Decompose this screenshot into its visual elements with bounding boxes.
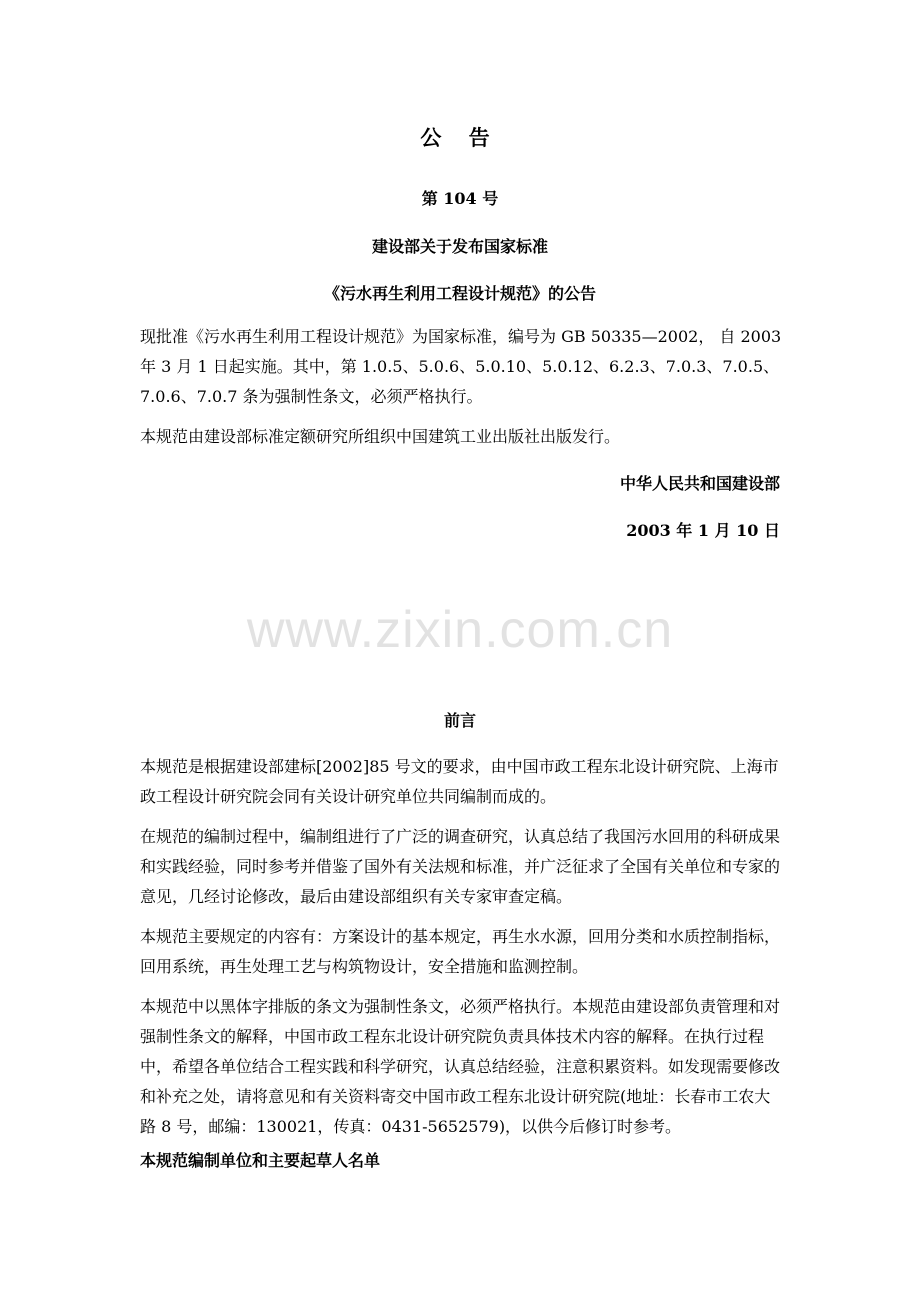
announcement-number: 第 104 号 (421, 189, 499, 208)
announcement-subtitle-line2: 《污水再生利用工程设计规范》的公告 (323, 284, 596, 303)
announcement-title: 公 告 (420, 125, 500, 150)
drafters-list-title: 本规范编制单位和主要起草人名单 (140, 1151, 381, 1170)
preface-paragraph-2: 在规范的编制过程中，编制组进行了广泛的调查研究，认真总结了我国污水回用的科研成果和实践经验，同时参考并借鉴了国外有关法规和标准，并广泛征求了全国有关单位和专家的意见，几经讨论修改，最后由建设部组织有关专家审查定稿。 (140, 827, 781, 906)
watermark: www.zixin.com.cn (246, 601, 674, 659)
preface-paragraph-3: 本规范主要规定的内容有：方案设计的基本规定，再生水水源，回用分类和水质控制指标，回用系统，再生处理工艺与构筑物设计，安全措施和监测控制。 (140, 927, 781, 976)
announcement-subtitle-line1: 建设部关于发布国家标准 (371, 237, 548, 256)
issuer-signature: 中华人民共和国建设部 (619, 474, 780, 493)
announcement-paragraph-2: 本规范由建设部标准定额研究所组织中国建筑工业出版社出版发行。 (140, 427, 621, 446)
issue-date: 2003 年 1 月 10 日 (626, 521, 780, 540)
preface-title: 前言 (443, 711, 476, 730)
preface-paragraph-1: 本规范是根据建设部建标[2002]85 号文的要求，由中国市政工程东北设计研究院、上海市政工程设计研究院会同有关设计研究单位共同编制而成的。 (140, 757, 779, 806)
preface-paragraph-4: 本规范中以黑体字排版的条文为强制性条文，必须严格执行。本规范由建设部负责管理和对强制性条文的解释，中国市政工程东北设计研究院负责具体技术内容的解释。在执行过程中，希望各单位结合工程实践和科学研究，认真总结经验，注意积累资料。如发现需要修改和补充之处，请将意见和有关资料寄交中国市政工程东北设计研究院(地址：长春市工农大路 8 号，邮编：130021，传真：0431-5652579)，以供今后修订时参考。 (140, 997, 781, 1136)
announcement-paragraph-1: 现批准《污水再生利用工程设计规范》为国家标准，编号为 GB 50335—2002， 自 2003 年 3 月 1 日起实施。其中，第 1.0.5、5.0.6、5.0.10、5.0.12、6.2.3、7.0.3、7.0.5、7.0.6、7.0.7 条为强制性条文，必须严格执行。 (140, 327, 782, 406)
